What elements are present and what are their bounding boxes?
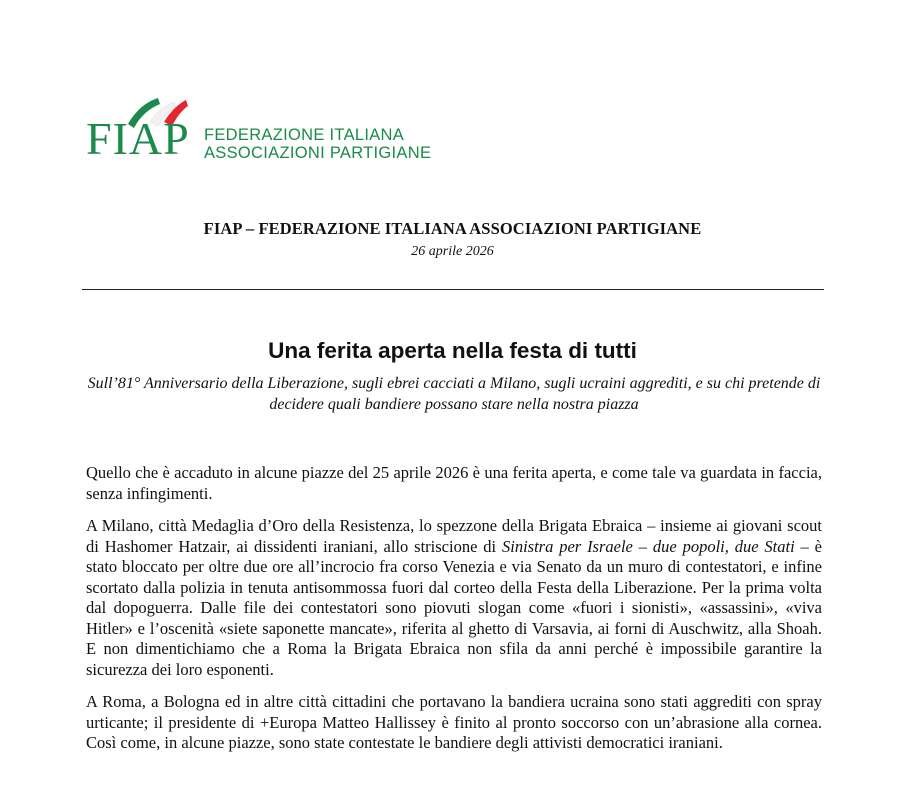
paragraph-1: Quello che è accaduto in alcune piazze del 25 aprile 2026 è una ferita aperta, e come tale va guardata in faccia, senza infingimenti. bbox=[86, 463, 822, 503]
article-headline: Una ferita aperta nella festa di tutti bbox=[268, 338, 637, 363]
document-date: 26 aprile 2026 bbox=[411, 244, 494, 259]
paragraph-2 bbox=[86, 516, 822, 680]
logo-line-2: ASSOCIAZIONI PARTIGIANE bbox=[204, 144, 432, 162]
article-subtitle: Sull’81° Anniversario della Liberazione, sugli ebrei cacciati a Milano, sugli ucraini aggrediti, e su chi pretende di decidere quali bandiere possano stare nella nostra piazza bbox=[87, 375, 821, 413]
article-body bbox=[86, 463, 822, 766]
fiap-logo bbox=[86, 92, 446, 164]
header-divider bbox=[82, 289, 824, 290]
logo-text bbox=[204, 126, 431, 162]
paragraph-2-banner-quote: Sinistra per Israele – due popoli, due Stati bbox=[501, 536, 795, 556]
organization-title: FIAP – FEDERAZIONE ITALIANA ASSOCIAZIONI PARTIGIANE bbox=[203, 219, 702, 238]
paragraph-3: A Roma, a Bologna ed in altre città cittadini che portavano la bandiera ucraina sono stati aggrediti con spray urticante; il presidente di +Europa Matteo Hallissey è finito al pronto soccorso con un’abrasione alla cornea. Così come, in alcune piazze, sono state contestate le bandiere degli attivisti democratici iraniani. bbox=[86, 692, 822, 752]
paragraph-2-text-b: – è stato bloccato per oltre due ore all’incrocio fra corso Venezia e via Senato da un muro di contestatori, e infine scortato dalla polizia in tenuta antisommossa fuori dal corteo della Festa della Liberazione. Per la prima volta dal dopoguerra. Dalle file dei contestatori sono piovuti slogan come «fuori i sionisti», «assassini», «viva Hitler» e l’oscenità «siete saponette mancate», riferita al ghetto di Varsavia, ai forni di Auschwitz, alla Shoah. E non dimentichiamo che a Roma la Brigata Ebraica non sfila da anni perché è impossibile garantire la sicurezza dei loro esponenti. bbox=[86, 536, 823, 679]
paragraph-2-text-a: A Milano, città Medaglia d’Oro della Resistenza, lo spezzone della Brigata Ebraica – insieme ai giovani scout di Hashomer Hatzair, ai dissidenti iraniani, allo striscione di bbox=[86, 516, 822, 556]
logo-line-1: FEDERAZIONE ITALIANA bbox=[204, 126, 405, 144]
logo-mark: FIAP bbox=[86, 113, 190, 164]
